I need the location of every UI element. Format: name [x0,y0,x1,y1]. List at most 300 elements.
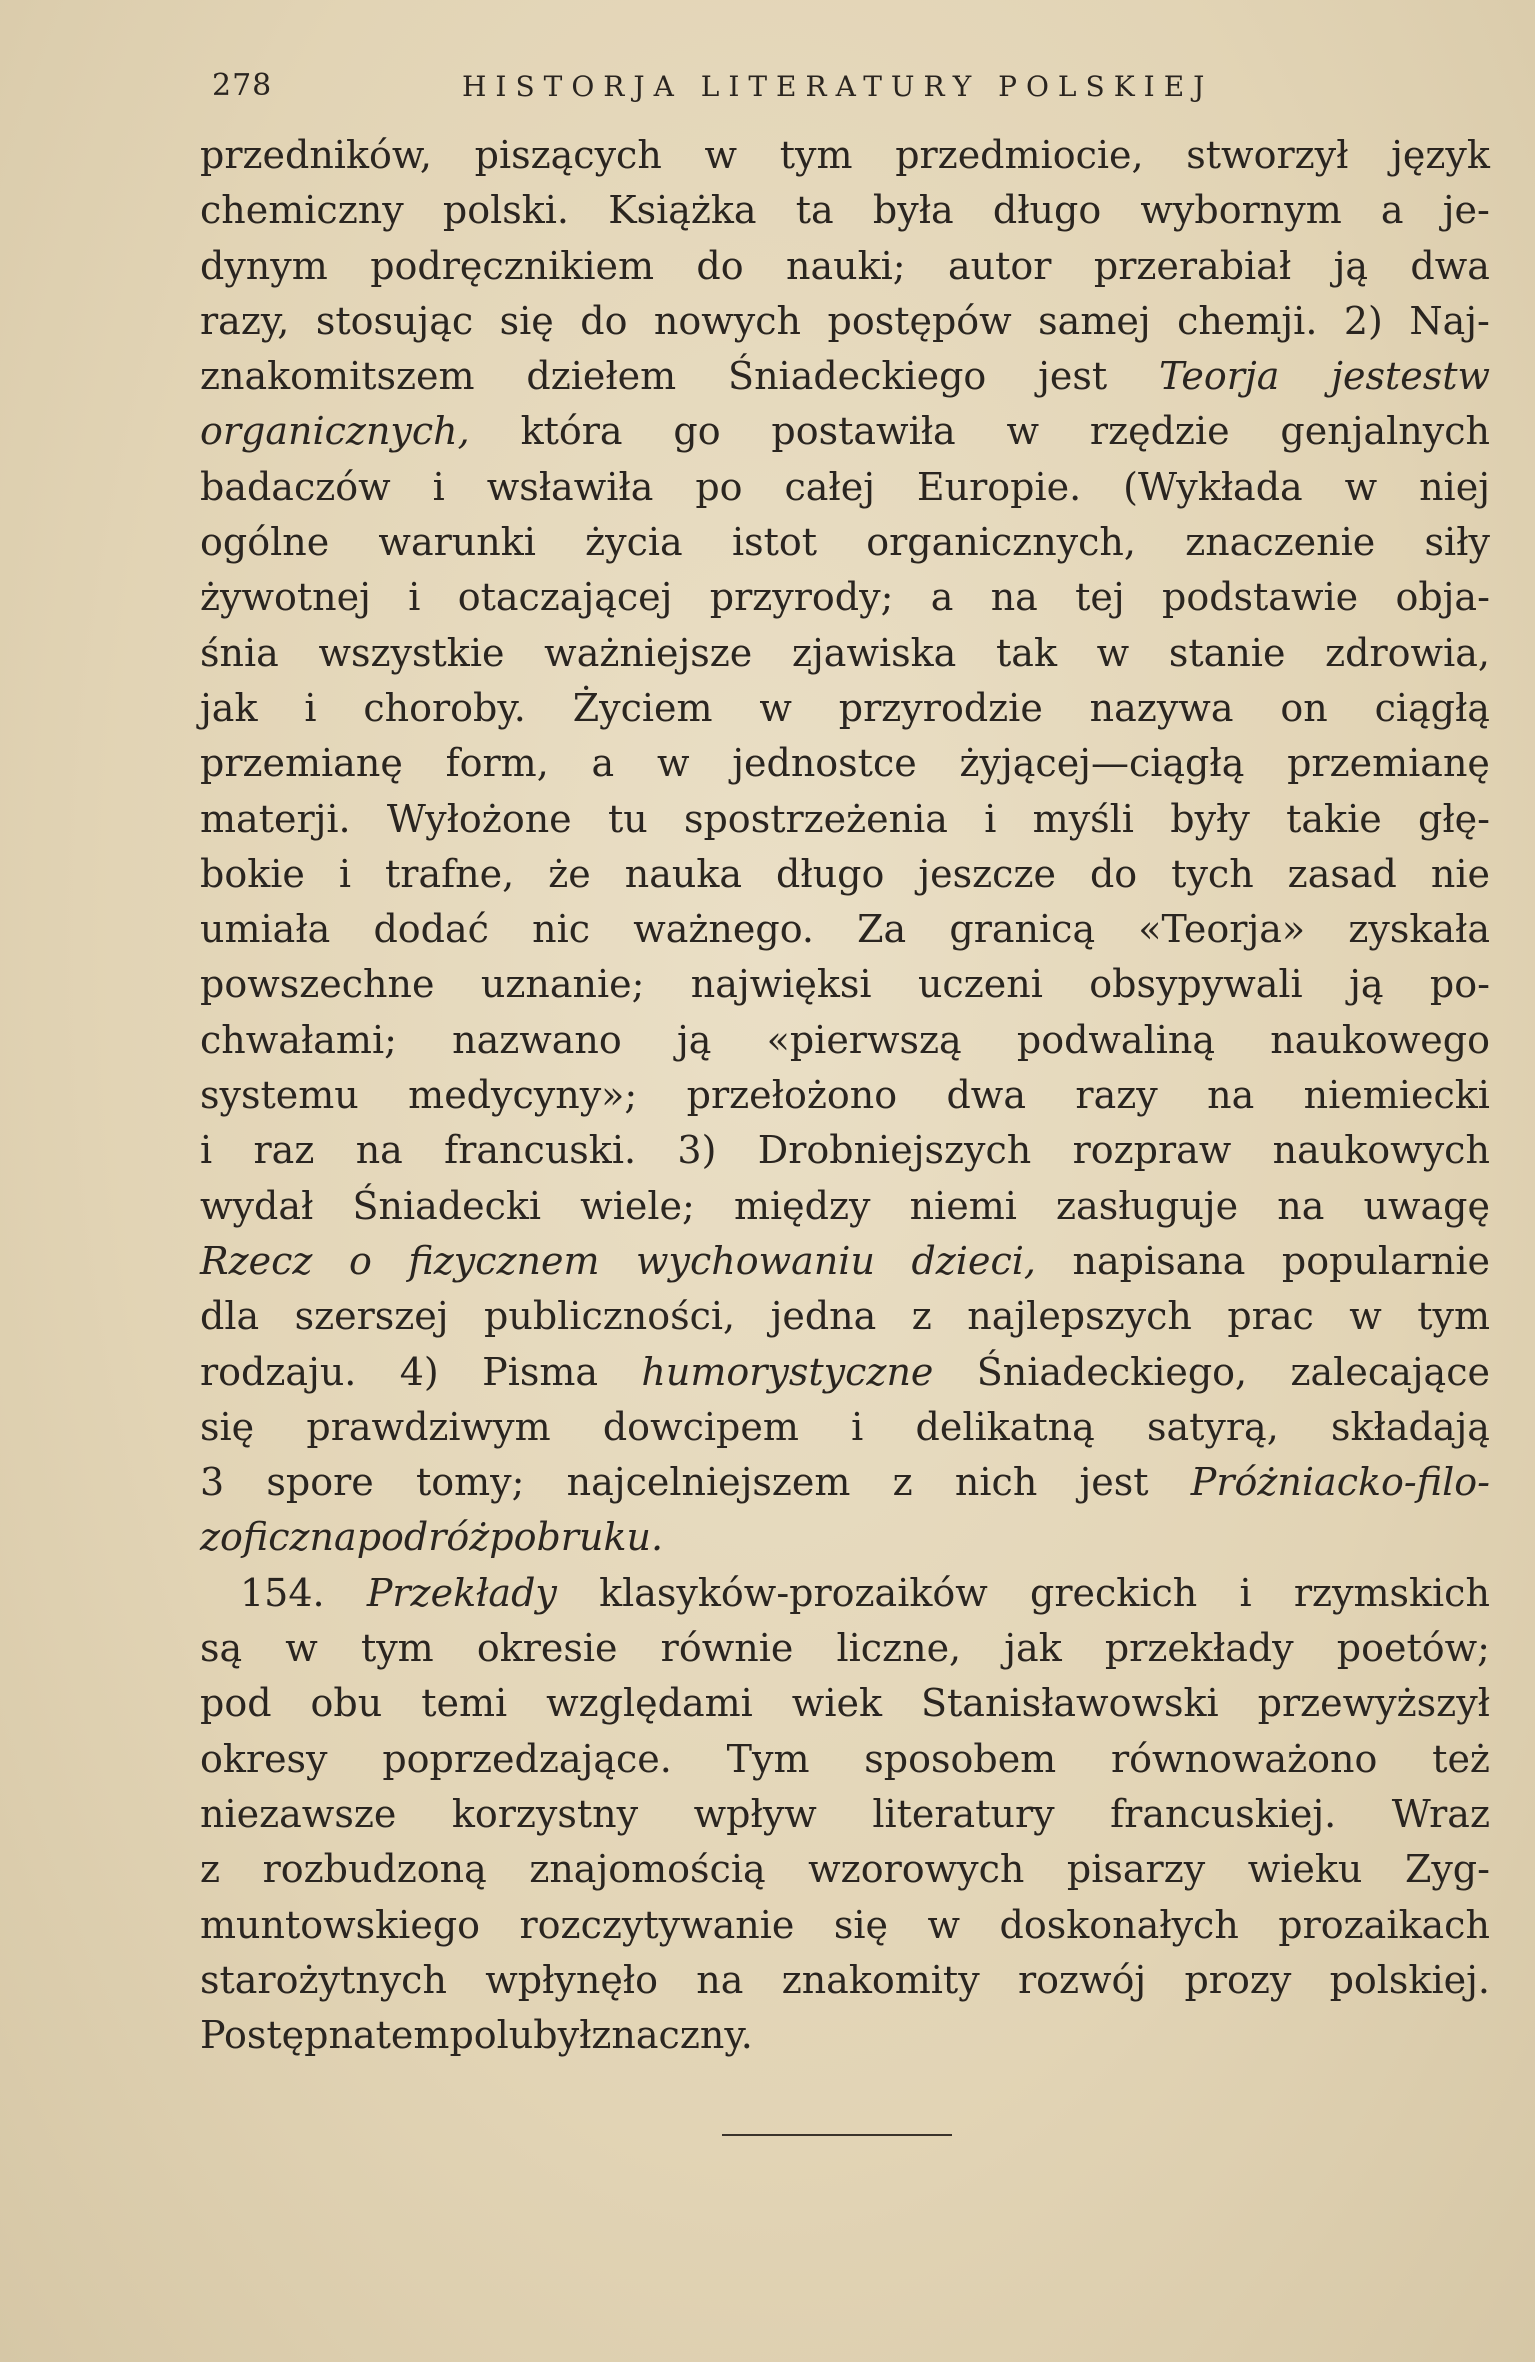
word: organicznych, [200,409,470,454]
word: szerszej [294,1294,449,1339]
word: a [930,575,954,620]
word: popularnie [1281,1238,1490,1283]
word: rozwój [1017,1957,1147,2002]
word: obsypywali [1089,962,1303,1007]
word: dwa [1410,243,1490,288]
word: rozczytywanie [519,1902,795,1947]
word: materji. [200,796,351,841]
word: na [696,1957,744,2002]
word: śnia [200,630,279,675]
word: stanie [1168,630,1286,675]
word: doskonałych [999,1902,1239,1947]
word: bruku. [536,1515,664,1560]
word: Zyg- [1404,1847,1490,1892]
word: przekłady [1104,1626,1294,1671]
word: na [1277,1183,1325,1228]
word: uczeni [917,962,1043,1007]
word: z [911,1294,932,1339]
word: w [285,1626,318,1671]
word: na [355,1128,403,1173]
word: do [1089,851,1138,896]
text-line [200,1676,1490,1731]
word: razy, [200,298,290,343]
word: fizycznem [408,1238,600,1283]
word: i [200,1128,213,1173]
word: a [1380,188,1404,233]
word: poprzedzające. [382,1736,672,1781]
word: przemianę [200,741,403,786]
text-line [200,1621,1490,1676]
word: wiele; [580,1183,695,1228]
word: język [1391,133,1490,177]
text-line [200,902,1490,957]
word: i [984,796,997,841]
word: umiała [200,907,331,952]
word: istot [731,520,818,565]
word: Tym [726,1736,810,1781]
text-line [200,404,1490,459]
word: Wraz [1391,1791,1490,1836]
word: Postęp [200,2013,329,2058]
word: literatury [872,1791,1055,1836]
text-line [200,1345,1490,1400]
word: dzieci, [911,1238,1036,1283]
word: wychowaniu [636,1238,875,1283]
word: dziełem [526,354,677,399]
word: po- [1429,962,1490,1007]
word: 3) [677,1128,717,1173]
word: spore [266,1460,374,1505]
text-line [200,515,1490,570]
word: wpłynęło [485,1957,659,2002]
word: wpływ [693,1791,817,1836]
text-line [200,1898,1490,1953]
word: zoficzna [200,1515,357,1560]
word: zdrowia, [1325,630,1490,675]
word: która [520,409,623,454]
word: w [656,741,690,786]
word: korzystny [451,1791,639,1836]
word: systemu [200,1073,359,1118]
word: zjawiska [791,630,957,675]
word: i [338,851,352,896]
word: zalecające [1290,1349,1490,1394]
word: rozbudzoną [262,1847,487,1892]
word: pisarzy [1066,1847,1206,1892]
word: francuski. [444,1128,637,1173]
word: są [200,1626,243,1671]
word: stosując [315,298,474,343]
word: polski. [442,188,569,233]
word: Europie. [916,464,1082,509]
word: żyjącej—ciągłą [959,741,1245,786]
word: na [1207,1073,1255,1118]
word: się [833,1902,889,1947]
word: w [1096,630,1130,675]
word: znaczenie [1185,520,1376,565]
text-line [200,1510,1490,1565]
word: znajomością [529,1847,766,1892]
word: przerabiał [1093,243,1292,288]
word: 4) [399,1349,439,1394]
word: francuskiej. [1110,1791,1337,1836]
word: i [408,575,421,620]
word: prawdziwym [306,1404,551,1449]
word: i [1239,1570,1252,1615]
word: całej [784,464,875,509]
word: satyrą, [1146,1404,1279,1449]
word: nic [532,907,591,952]
word: Śniadecki [352,1183,542,1228]
word: zasad [1287,851,1397,896]
word: nauka [624,851,743,896]
word: na [990,575,1038,620]
word: rzymskich [1293,1570,1490,1615]
word: przedników, [200,133,432,177]
text-line [200,1732,1490,1787]
word: myśli [1032,796,1134,841]
word: w [704,133,738,177]
word: wiek [791,1681,882,1726]
word: 2) [1343,298,1383,343]
word: tych [1171,851,1254,896]
word: były [1170,796,1250,841]
page-header [200,60,1480,120]
word: humorystyczne [641,1349,934,1394]
word: tym [1417,1294,1490,1339]
word: przedmiocie, [895,133,1144,177]
word: głę- [1418,796,1490,841]
word: tem [375,2013,450,2058]
word: a [591,741,615,786]
text-line [200,1179,1490,1234]
word: najcelniejszem [566,1460,851,1505]
word: przewyższył [1257,1681,1490,1726]
word: medycyny»; [408,1073,638,1118]
text-line [200,957,1490,1012]
word: wzorowych [808,1847,1025,1892]
word: ta [795,188,834,233]
word: starożytnych [200,1957,447,2002]
word: obja- [1395,575,1490,620]
text-line [200,1289,1490,1344]
word: i [304,685,317,730]
word: Naj- [1409,298,1490,343]
word: nich [954,1460,1038,1505]
word: po [695,464,743,509]
word: postawiła [771,409,956,454]
word: tym [779,133,853,177]
word: między [733,1183,871,1228]
word: podwaliną [1016,1017,1216,1062]
word: obu [310,1681,383,1726]
word: «Teorja» [1138,907,1306,952]
word: żywotnej [200,575,371,620]
word: granicą [949,907,1096,952]
word: naukowego [1270,1017,1490,1062]
text-line [200,1013,1490,1068]
word: autor [948,243,1052,288]
word: wsławiła [486,464,654,509]
word: nowych [653,298,802,343]
word: Przekłady [366,1570,557,1615]
word: Wyłożone [386,796,572,841]
word: rozpraw [1072,1128,1232,1173]
word: jest [1079,1460,1149,1505]
text-line [200,1068,1490,1123]
word: chemji. [1177,298,1318,343]
word: równoważono [1111,1736,1378,1781]
word: nazywa [1089,685,1234,730]
word: poetów; [1336,1626,1490,1671]
word: do [696,243,744,288]
word: bokie [200,851,305,896]
word: greckich [1030,1570,1198,1615]
word: tomy; [415,1460,525,1505]
word: najwięksi [690,962,872,1007]
word: też [1432,1736,1490,1781]
word: dynym [200,243,328,288]
word: Pisma [482,1349,599,1394]
word: raz [253,1128,315,1173]
word: postępów [827,298,1012,343]
word: pod [200,1681,272,1726]
word: polskiej. [1329,1957,1490,2002]
word: tym [360,1626,434,1671]
text-line [200,460,1490,515]
word: ją [1349,962,1384,1007]
word: i [851,1404,864,1449]
word: jest [1038,354,1108,399]
word: spostrzeżenia [683,796,948,841]
word: delikatną [915,1404,1095,1449]
word: wybornym [1140,188,1342,233]
word: wydał [200,1183,314,1228]
word: był [533,2013,592,2058]
text-line [200,570,1490,625]
word: jedna [770,1294,877,1339]
word: o [348,1238,372,1283]
word: chemiczny [200,188,404,233]
word: długo [992,188,1102,233]
word: przełożono [686,1073,898,1118]
word: z [200,1847,221,1892]
word: do [580,298,628,343]
word: nie [1430,851,1490,896]
text-line [200,792,1490,847]
word: równie [660,1626,794,1671]
word: go [673,409,721,454]
word: uwagę [1363,1183,1490,1228]
word: tak [996,630,1057,675]
word: Książka [608,188,757,233]
word: dowcipem [602,1404,799,1449]
text-line [200,128,1490,183]
word: w [927,1902,961,1947]
word: w [1344,464,1378,509]
word: otaczającej [457,575,673,620]
text-line [200,1787,1490,1842]
word: składają [1331,1404,1490,1449]
word: względami [546,1681,753,1726]
word: on [1280,685,1328,730]
word: niemi [909,1183,1017,1228]
word: Stanisławowski [920,1681,1219,1726]
word: muntowskiego [200,1902,481,1947]
word: w [759,685,792,730]
word: niej [1419,464,1490,509]
word: była [872,188,954,233]
text-line [200,1400,1490,1455]
word: piszących [474,133,662,177]
word: się [200,1404,255,1449]
text-line [200,349,1490,404]
word: niemiecki [1303,1073,1490,1118]
word: wszystkie [318,630,505,675]
text-line [200,626,1490,681]
word: prozy [1184,1957,1292,2002]
word: 154. [240,1570,325,1615]
word: temi [421,1681,508,1726]
word: badaczów [200,464,391,509]
word: warunki [378,520,536,565]
word: podręcznikiem [370,243,654,288]
text-line [200,1842,1490,1897]
text-line [200,1953,1490,2008]
word: po [489,1515,537,1560]
word: wieku [1247,1847,1363,1892]
word: długo [776,851,885,896]
word: ją [676,1017,712,1062]
word: rodzaju. [200,1349,357,1394]
word: okresy [200,1736,328,1781]
word: Próżniacko-filo- [1190,1460,1490,1505]
running-head: HISTORJA LITERATURY POLSKIEJ [462,70,1214,103]
word: ważniejsze [544,630,753,675]
word: dwa [946,1073,1026,1118]
word: podstawie [1162,575,1359,620]
word: dla [200,1294,260,1339]
word: Śniadeckiego [728,354,987,399]
word: nauki; [786,243,906,288]
text-line [200,2008,1490,2063]
word: choroby. [363,685,526,730]
text-line [200,1455,1490,1510]
word: przyrodzie [838,685,1043,730]
word: genjalnych [1280,409,1490,454]
word: dodać [373,907,489,952]
word: jak [200,685,258,730]
word: rzędzie [1089,409,1230,454]
word: zasługuje [1056,1183,1239,1228]
word: znaczny. [591,2013,753,2058]
word: trafne, [385,851,515,896]
text-line [200,183,1490,238]
word: ważnego. [633,907,814,952]
word: Za [857,907,907,952]
word: sposobem [864,1736,1057,1781]
word: ogólne [200,520,330,565]
word: okresie [476,1626,618,1671]
word: życia [585,520,683,565]
word: tu [607,796,648,841]
section-start-line [200,1566,1490,1621]
page-number: 278 [212,68,273,103]
word: uznanie; [480,962,645,1007]
word: prac [1227,1294,1314,1339]
word: stworzył [1186,133,1349,177]
word: liczne, [836,1626,962,1671]
word: nazwano [452,1017,622,1062]
word: Drobniejszych [757,1128,1032,1173]
text-line [200,681,1490,736]
word: najlepszych [967,1294,1192,1339]
word: siły [1424,520,1490,565]
word: napisana [1072,1238,1246,1283]
word: Śniadeckiego, [976,1349,1248,1394]
word: organicznych, [866,520,1136,565]
text-line [200,239,1490,294]
word: (Wykłada [1123,464,1303,509]
word: samej [1038,298,1151,343]
word: ciągłą [1374,685,1490,730]
word: przyrody; [709,575,894,620]
word: prozaikach [1278,1902,1490,1947]
word: razy [1075,1073,1158,1118]
word: takie [1286,796,1382,841]
word: form, [445,741,549,786]
word: polu [449,2013,534,2058]
word: że [548,851,591,896]
word: zyskała [1348,907,1490,952]
word: podróż [356,1515,490,1560]
body-text [200,128,1490,2063]
word: chwałami; [200,1017,397,1062]
text-line [200,736,1490,791]
word: Życiem [572,685,713,730]
text-line [200,294,1490,349]
word: jestestw [1331,354,1490,399]
text-line [200,1123,1490,1178]
word: jednostce [732,741,917,786]
text-line [200,1234,1490,1289]
word: publiczności, [484,1294,736,1339]
text-line [200,847,1490,902]
word: tej [1075,575,1125,620]
word: ją [1333,243,1368,288]
word: i [432,464,445,509]
word: Teorja [1158,354,1280,399]
word: jak [1004,1626,1062,1671]
word: się [499,298,554,343]
word: znakomity [781,1957,980,2002]
word: w [1349,1294,1382,1339]
word: w [1006,409,1040,454]
word: powszechne [200,962,435,1007]
word: znakomitszem [200,354,475,399]
word: niezawsze [200,1791,397,1836]
word: 3 [200,1460,225,1505]
word: Rzecz [200,1238,313,1283]
word: przemianę [1287,741,1490,786]
word: jeszcze [918,851,1056,896]
word: na [328,2013,376,2058]
word: z [892,1460,913,1505]
word: «pierwszą [766,1017,962,1062]
word: klasyków-prozaików [599,1570,988,1615]
word: je- [1442,188,1490,233]
end-rule [722,2134,952,2136]
